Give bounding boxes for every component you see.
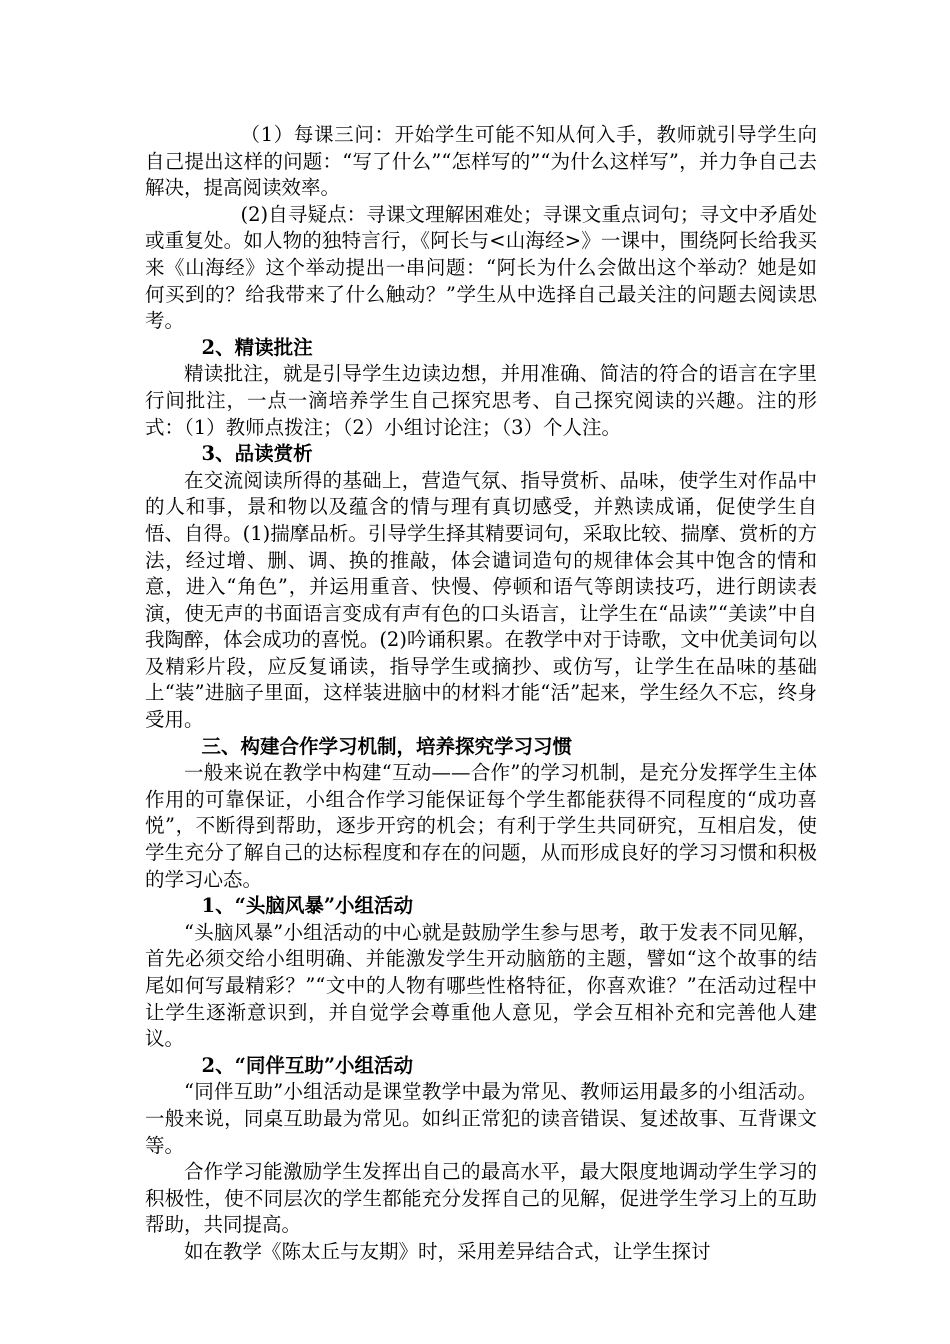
paragraph-cooperative-learning: 一般来说在教学中构建“互动——合作”的学习机制，是充分发挥学生主体作用的可靠保证，小组合作学习能保证每个学生都能获得不同程度的“成功喜悦”，不断得到帮助，逐步开窍的机会；有利于学生共同研究，互相启发，使学生充分了解自己的达标程度和存在的问题，从而形成良好的学习习惯和积极的学习心态。 [145,761,817,891]
paragraph-brainstorm-activity: “头脑风暴”小组活动的中心就是鼓励学生参与思考，敢于发表不同见解，首先必须交给小组明确、并能激发学生开动脑筋的主题，譬如“这个故事的结尾如何写最精彩？”“文中的人物有哪些性格特征，你喜欢谁？”在活动过程中让学生逐渐意识到，并自觉学会尊重他人意见，学会互相补充和完善他人建议。 [145,920,817,1051]
heading-cooperative-learning: 三、构建合作学习机制，培养探究学习习惯 [201,734,573,758]
document-page [145,122,817,1266]
paragraph-cooperative-benefits: 合作学习能激励学生发挥出自己的最高水平，最大限度地调动学生学习的积极性，使不同层次的学生都能充分发挥自己的见解，促进学生学习上的互助帮助，共同提高。 [145,1160,817,1237]
heading-peer-help-activity: 2、“同伴互助”小组活动 [201,1053,414,1077]
paragraph-appreciation: 在交流阅读所得的基础上，营造气氛、指导赏析、品味，使学生对作品中的人和事，景和物以及蕴含的情与理有真切感受，并熟读成诵，促使学生自悟、自得。(1)揣摩品析。引导学生择其精要词句，采取比较、揣摩、赏析的方法，经过增、删、调、换的推敲，体会谴词造句的规律体会其中饱含的情和意，进入“角色”，并运用重音、快慢、停顿和语气等朗读技巧，进行朗读表演，使无声的书面语言变成有声有色的口头语言，让学生在“品读”“美读”中自我陶醉，体会成功的喜悦。(2)吟诵积累。在教学中对于诗歌，文中优美词句以及精彩片段，应反复诵读，指导学生或摘抄、或仿写，让学生在品味的基础上“装”进脑子里面，这样装进脑中的材料才能“活”起来，学生经久不忘，终身受用。 [145,468,817,732]
heading-intensive-reading-annotation: 2、精读批注 [201,335,313,359]
heading-appreciation: 3、品读赏析 [201,442,313,466]
paragraph-intensive-reading: 精读批注，就是引导学生边读边想，并用准确、简洁的符合的语言在字里行间批注，一点一滴培养学生自己探究思考、自己探究阅读的兴趣。注的形式：（1）教师点拨注；（2）小组讨论注；（3）个人注。 [145,362,817,439]
heading-brainstorm-activity: 1、“头脑风暴”小组活动 [201,894,414,918]
paragraph-peer-help-activity: “同伴互助”小组活动是课堂教学中最为常见、教师运用最多的小组活动。一般来说，同桌互助最为常见。如纠正常犯的读音错误、复述故事、互背课文等。 [145,1080,817,1157]
paragraph-teaching-example: 如在教学《陈太丘与友期》时，采用差异结合式，让学生探讨 [184,1239,711,1263]
paragraph-find-doubts: (2)自寻疑点：寻课文理解困难处；寻课文重点词句；寻文中矛盾处或重复处。如人物的独特言行，《阿长与<山海经>》一课中，围绕阿长给我买来《山海经》这个举动提出一串问题：“阿长为什么会做出这个举动？她是如何买到的？给我带来了什么触动？”学生从中选择自己最关注的问题去阅读思考。 [145,202,817,333]
paragraph-every-lesson-three-questions: （1）每课三问：开始学生可能不知从何入手，教师就引导学生向自己提出这样的问题：“写了什么”“怎样写的”“为什么这样写”，并力争自己去解决，提高阅读效率。 [145,123,817,200]
